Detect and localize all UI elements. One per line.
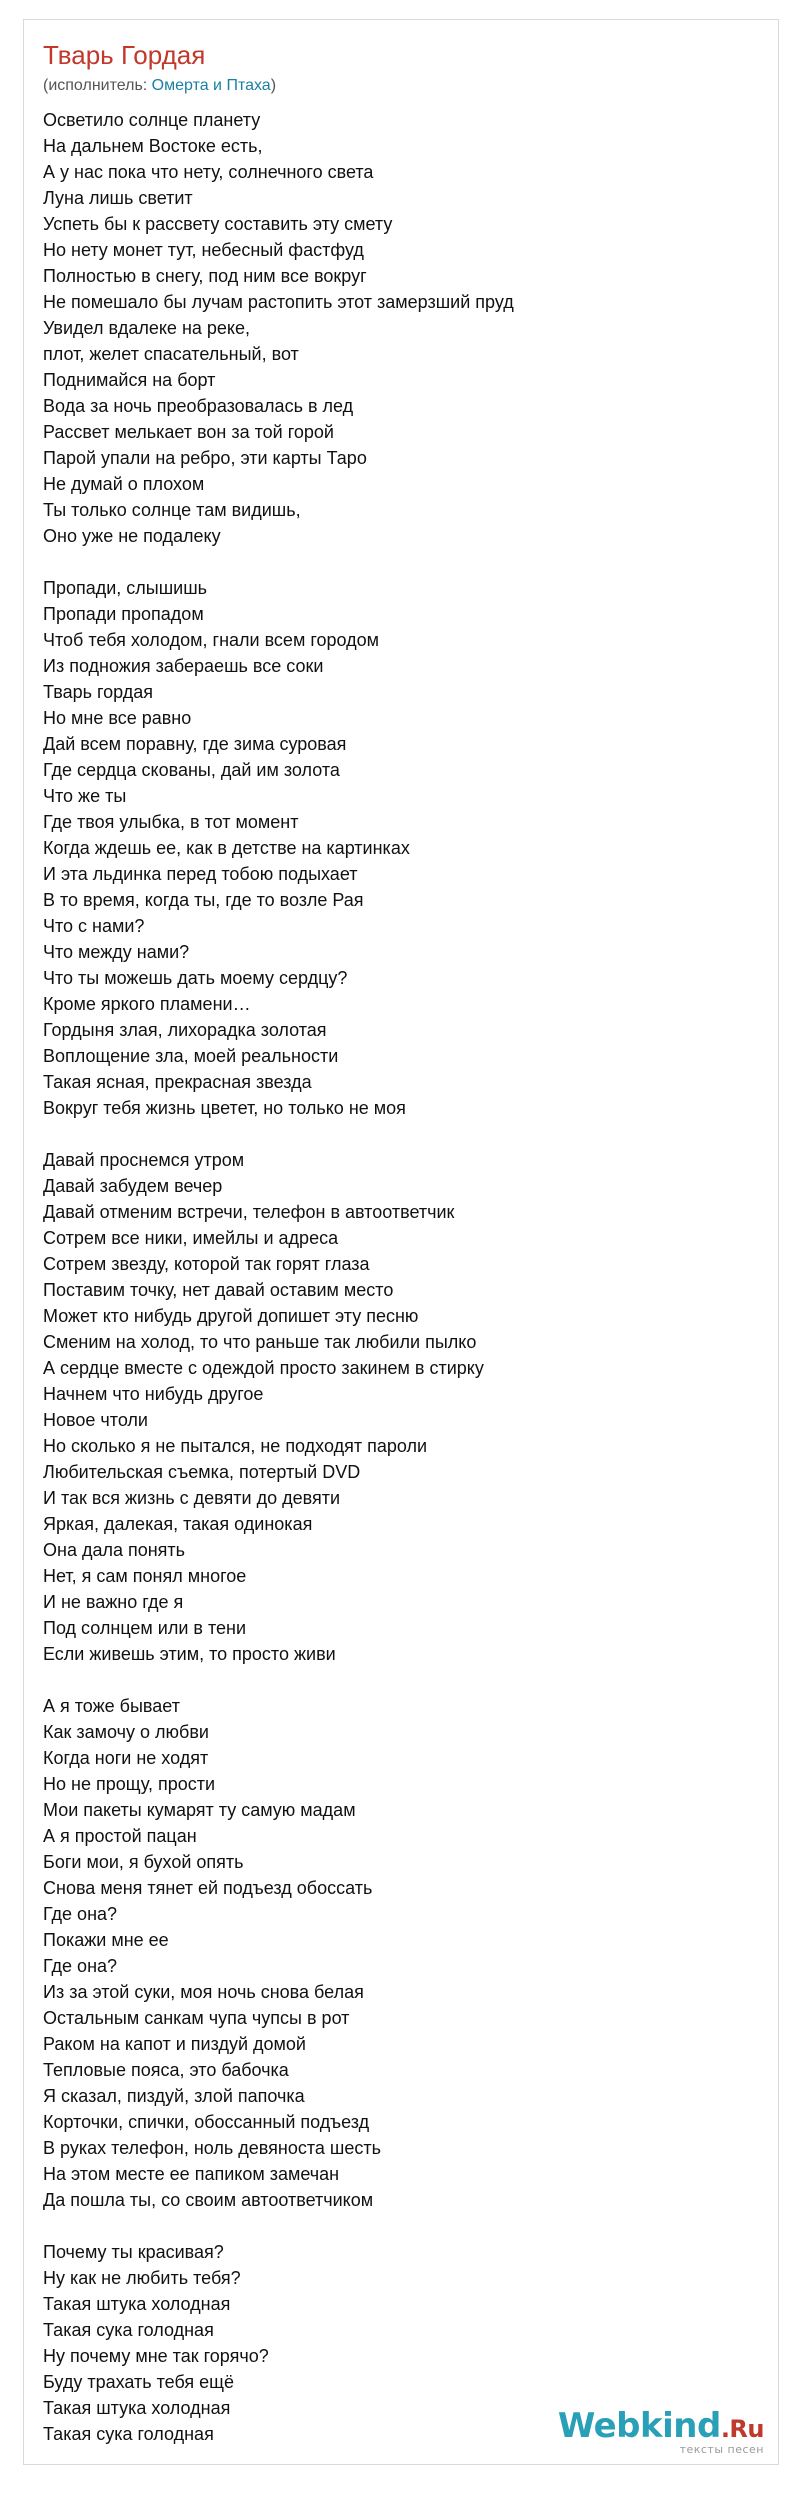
lyric-line: Пропади, слышишь (43, 578, 208, 598)
lyric-line: Тепловые пояса, это бабочка (43, 2060, 289, 2080)
lyric-line: А я тоже бывает (43, 1696, 180, 1716)
lyric-line: И не важно где я (43, 1592, 184, 1612)
lyric-line: Кроме яркого пламени… (43, 994, 251, 1014)
lyric-line: Корточки, спички, обоссанный подъезд (43, 2112, 370, 2132)
lyric-line: Гордыня злая, лихорадка золотая (43, 1020, 327, 1040)
lyric-line: Не помешало бы лучам растопить этот замерзший пруд (43, 292, 514, 312)
performer-label: (исполнитель: (43, 77, 152, 94)
lyric-line: Сотрем звезду, которой так горят глаза (43, 1254, 370, 1274)
lyric-line: Увидел вдалеке на реке, (43, 318, 250, 338)
lyric-line: Но нету монет тут, небесный фастфуд (43, 240, 364, 260)
lyric-line: Нет, я сам понял многое (43, 1566, 247, 1586)
lyric-line: А я простой пацан (43, 1826, 197, 1846)
site-logo[interactable] (558, 2408, 764, 2456)
lyric-line: Тварь гордая (43, 682, 154, 702)
lyric-line: Остальным санкам чупа чупсы в рот (43, 2008, 350, 2028)
lyric-line: плот, желет спасательный, вот (43, 344, 299, 364)
artist-link[interactable]: Омерта и Птаха (151, 77, 271, 94)
lyric-line: Поставим точку, нет давай оставим место (43, 1280, 394, 1300)
lyric-line: Поднимайся на борт (43, 370, 216, 390)
lyric-line: Да пошла ты, со своим автоответчиком (43, 2190, 374, 2210)
lyric-line: Но мне все равно (43, 708, 192, 728)
lyric-line: Полностью в снегу, под ним все вокруг (43, 266, 367, 286)
lyric-line: На этом месте ее папиком замечан (43, 2164, 340, 2184)
song-header (43, 39, 768, 97)
lyric-line: Под солнцем или в тени (43, 1618, 247, 1638)
song-title: Тварь Гордая (43, 40, 206, 70)
lyric-line: Снова меня тянет ей подъезд обоссать (43, 1878, 373, 1898)
lyric-line: Раком на капот и пиздуй домой (43, 2034, 306, 2054)
lyric-line: Такая ясная, прекрасная звезда (43, 1072, 312, 1092)
logo-tld: .Ru (720, 2415, 764, 2443)
lyric-line: Из подножия забераешь все соки (43, 656, 324, 676)
logo-tagline: тексты песен (679, 2443, 764, 2456)
lyric-line: Осветило солнце планету (43, 110, 261, 130)
lyric-line: Что с нами? (43, 916, 145, 936)
lyrics-page (23, 19, 779, 2465)
lyric-line: Но сколько я не пытался, не подходят пароли (43, 1436, 428, 1456)
lyric-line: Если живешь этим, то просто живи (43, 1644, 336, 1664)
lyric-line: В руках телефон, ноль девяноста шесть (43, 2138, 381, 2158)
lyric-line: Сотрем все ники, имейлы и адреса (43, 1228, 339, 1248)
lyric-line: Такая сука голодная (43, 2424, 214, 2444)
lyric-line: Боги мои, я бухой опять (43, 1852, 244, 1872)
stanza-break (43, 1121, 514, 1147)
lyric-line: Как замочу о любви (43, 1722, 209, 1742)
lyric-line: Когда ноги не ходят (43, 1748, 209, 1768)
lyric-line: Давай отменим встречи, телефон в автоответчик (43, 1202, 455, 1222)
lyric-line: Где сердца скованы, дай им золота (43, 760, 340, 780)
lyric-line: Успеть бы к рассвету составить эту смету (43, 214, 393, 234)
lyric-line: Новое чтоли (43, 1410, 148, 1430)
lyric-line: Пропади пропадом (43, 604, 204, 624)
lyric-line: Не думай о плохом (43, 474, 205, 494)
lyric-line: Давай забудем вечер (43, 1176, 223, 1196)
lyric-line: И эта льдинка перед тобою подыхает (43, 864, 358, 884)
lyric-line: Я сказал, пиздуй, злой папочка (43, 2086, 305, 2106)
lyric-line: Что между нами? (43, 942, 190, 962)
lyric-line: Из за этой суки, моя ночь снова белая (43, 1982, 364, 2002)
lyric-line: Оно уже не подалеку (43, 526, 221, 546)
lyric-line: В то время, когда ты, где то возле Рая (43, 890, 364, 910)
lyric-line: Вокруг тебя жизнь цветет, но только не моя (43, 1098, 406, 1118)
lyric-line: Ну как не любить тебя? (43, 2268, 241, 2288)
lyric-line: Давай проснемся утром (43, 1150, 245, 1170)
lyric-line: На дальнем Востоке есть, (43, 136, 263, 156)
lyric-line: Чтоб тебя холодом, гнали всем городом (43, 630, 380, 650)
lyric-line: И так вся жизнь с девяти до девяти (43, 1488, 340, 1508)
lyric-line: Ты только солнце там видишь, (43, 500, 301, 520)
lyric-line: Парой упали на ребро, эти карты Таро (43, 448, 367, 468)
lyric-line: Что ты можешь дать моему сердцу? (43, 968, 348, 988)
subtitle-close: ) (270, 77, 277, 94)
lyric-line: А сердце вместе с одеждой просто закинем в стирку (43, 1358, 484, 1378)
stanza-break (43, 2213, 514, 2239)
lyric-line: Покажи мне ее (43, 1930, 169, 1950)
lyric-line: Воплощение зла, моей реальности (43, 1046, 339, 1066)
lyric-line: Такая штука холодная (43, 2398, 231, 2418)
lyric-line: Вода за ночь преобразовалась в лед (43, 396, 354, 416)
logo-brand: Webkind (557, 2406, 721, 2446)
stanza-break (43, 549, 514, 575)
lyric-line: Но не прощу, прости (43, 1774, 216, 1794)
lyric-line: Такая штука холодная (43, 2294, 231, 2314)
lyric-line: Яркая, далекая, такая одинокая (43, 1514, 313, 1534)
lyric-line: Где она? (43, 1904, 118, 1924)
song-subtitle (43, 75, 768, 97)
lyric-line: Что же ты (43, 786, 127, 806)
lyric-line: Луна лишь светит (43, 188, 193, 208)
lyric-line: Где твоя улыбка, в тот момент (43, 812, 299, 832)
lyric-line: Любительская съемка, потертый DVD (43, 1462, 361, 1482)
lyric-line: Может кто нибудь другой допишет эту песню (43, 1306, 419, 1326)
lyric-line: Она дала понять (43, 1540, 186, 1560)
lyric-line: Дай всем поравну, где зима суровая (43, 734, 347, 754)
lyric-line: Начнем что нибудь другое (43, 1384, 264, 1404)
lyric-line: Такая сука голодная (43, 2320, 214, 2340)
lyric-line: Ну почему мне так горячо? (43, 2346, 269, 2366)
lyric-line: Буду трахать тебя ещё (43, 2372, 234, 2392)
lyric-line: Почему ты красивая? (43, 2242, 224, 2262)
lyric-line: Где она? (43, 1956, 118, 1976)
lyric-line: Рассвет мелькает вон за той горой (43, 422, 334, 442)
lyric-line: А у нас пока что нету, солнечного света (43, 162, 374, 182)
stanza-break (43, 1667, 514, 1693)
lyric-line: Мои пакеты кумарят ту самую мадам (43, 1800, 356, 1820)
lyrics-body (43, 107, 514, 2447)
lyric-line: Сменим на холод, то что раньше так любили пылко (43, 1332, 477, 1352)
lyric-line: Когда ждешь ее, как в детстве на картинках (43, 838, 410, 858)
